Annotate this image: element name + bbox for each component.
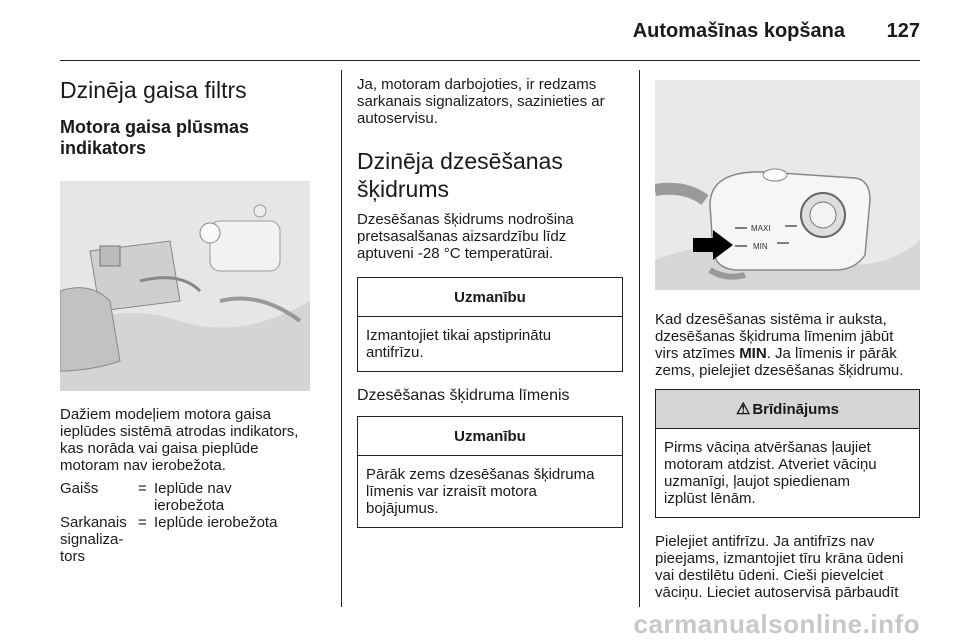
coolant-level-description xyxy=(655,311,920,379)
caution-box xyxy=(357,277,623,372)
paragraph-line: Kad dzesēšanas sistēma ir auksta, xyxy=(655,311,887,328)
table-cell: signaliza- xyxy=(60,531,124,548)
paragraph-line: aptuveni -28 °C temperatūrai. xyxy=(357,245,554,262)
caution-title: Uzmanību xyxy=(358,278,622,317)
caution-line: Izmantojiet tikai apstiprinātu xyxy=(366,327,552,344)
paragraph-line xyxy=(655,345,920,362)
page-number: 127 xyxy=(886,20,920,42)
paragraph-line: Pielejiet antifrīzu. Ja antifrīzs nav xyxy=(655,533,875,550)
warning-line: uzmanīgi, ļaujot spiedienam xyxy=(664,473,850,490)
warning-title: Brīdinājums xyxy=(752,400,840,418)
caution-line: antifrīzu. xyxy=(366,344,424,361)
table-cell: ierobežota xyxy=(154,497,225,514)
coolant-heading xyxy=(357,147,623,203)
intro-text xyxy=(357,76,623,127)
watermark: carmanualsonline.info xyxy=(633,609,920,639)
engine-air-filter-illustration xyxy=(60,181,310,391)
text-span: virs atzīmes xyxy=(655,345,740,362)
table-row xyxy=(60,480,330,514)
indicator-table xyxy=(60,480,330,565)
page-header xyxy=(60,0,920,61)
coolant-reservoir-illustration xyxy=(655,80,920,290)
paragraph-line: kas norāda vai gaisa pieplūde xyxy=(60,440,259,457)
table-row xyxy=(60,514,330,565)
subheading-line: indikators xyxy=(60,138,147,158)
paragraph-line: pieejams, izmantojiet tīru krāna ūdeni xyxy=(655,550,904,567)
coolant-reservoir-svg xyxy=(655,80,920,290)
min-label: MIN xyxy=(753,242,768,251)
column-3 xyxy=(655,70,920,601)
caution-title: Uzmanību xyxy=(358,417,622,456)
paragraph-line: vai destilētu ūdeni. Cieši pievelciet xyxy=(655,567,884,584)
caution-line: bojājumus. xyxy=(366,500,439,517)
coolant-description xyxy=(357,211,623,262)
warning-text xyxy=(656,429,919,517)
warning-line: motoram atdzist. Atveriet vāciņu xyxy=(664,456,877,473)
subheading xyxy=(60,117,330,159)
table-cell: = xyxy=(138,480,147,497)
paragraph-line: autoservisu. xyxy=(357,110,438,127)
air-filter-description xyxy=(60,406,330,474)
section-heading: Dzinēja dzesēšanas xyxy=(357,148,563,174)
paragraph-line: Dažiem modeļiem motora gaisa xyxy=(60,406,271,423)
caution-line: līmenis var izraisīt motora xyxy=(366,483,537,500)
table-cell: Gaišs xyxy=(60,480,99,497)
paragraph-line: vāciņu. Lieciet autoservisā pārbaudīt xyxy=(655,584,899,601)
warning-line: izplūst lēnām. xyxy=(664,490,756,507)
section-heading: Dzinēja gaisa filtrs xyxy=(60,77,247,103)
warning-line: Pirms vāciņa atvēršanas ļaujiet xyxy=(664,439,871,456)
caution-box xyxy=(357,416,623,528)
section-heading: šķidrums xyxy=(357,176,450,202)
engine-illustration-svg xyxy=(60,181,310,391)
table-cell: Ieplūde nav xyxy=(154,480,232,497)
column-divider xyxy=(341,70,342,607)
paragraph-line: dzesēšanas šķidruma līmenim jābūt xyxy=(655,328,894,345)
header-title: Automašīnas kopšana xyxy=(632,20,845,42)
table-cell: = xyxy=(138,514,147,531)
paragraph-line: motoram nav ierobežota. xyxy=(60,457,226,474)
maxi-label: MAXI xyxy=(751,224,771,233)
paragraph-line: Ja, motoram darbojoties, ir redzams xyxy=(357,76,597,93)
paragraph-line: ieplūdes sistēmā atrodas indikators, xyxy=(60,423,299,440)
caution-text xyxy=(358,317,622,371)
table-cell: Sarkanais xyxy=(60,514,127,531)
paragraph-line: Dzesēšanas šķidrums nodrošina xyxy=(357,211,574,228)
refill-instructions xyxy=(655,533,920,601)
paragraph-line: sarkanais signalizators, sazinieties ar xyxy=(357,93,605,110)
subheading-line: Motora gaisa plūsmas xyxy=(60,117,250,137)
caution-text xyxy=(358,456,622,527)
column-2 xyxy=(357,70,623,528)
column-1 xyxy=(60,70,330,565)
text-span: . Ja līmenis ir pārāk xyxy=(766,345,897,362)
table-cell: tors xyxy=(60,548,86,565)
warning-icon: ⚠ xyxy=(735,401,751,418)
paragraph-line: zems, pielejiet dzesēšanas šķidrumu. xyxy=(655,362,904,379)
column-divider xyxy=(639,70,640,607)
warning-box xyxy=(655,389,920,518)
table-cell: Ieplūde ierobežota xyxy=(154,514,278,531)
caution-line: Pārāk zems dzesēšanas šķidruma xyxy=(366,466,595,483)
warning-header xyxy=(656,390,919,429)
min-mark-text: MIN xyxy=(739,345,767,362)
coolant-level-heading: Dzesēšanas šķidruma līmenis xyxy=(357,387,570,404)
paragraph-line: pretsasalšanas aizsardzību līdz xyxy=(357,228,567,245)
